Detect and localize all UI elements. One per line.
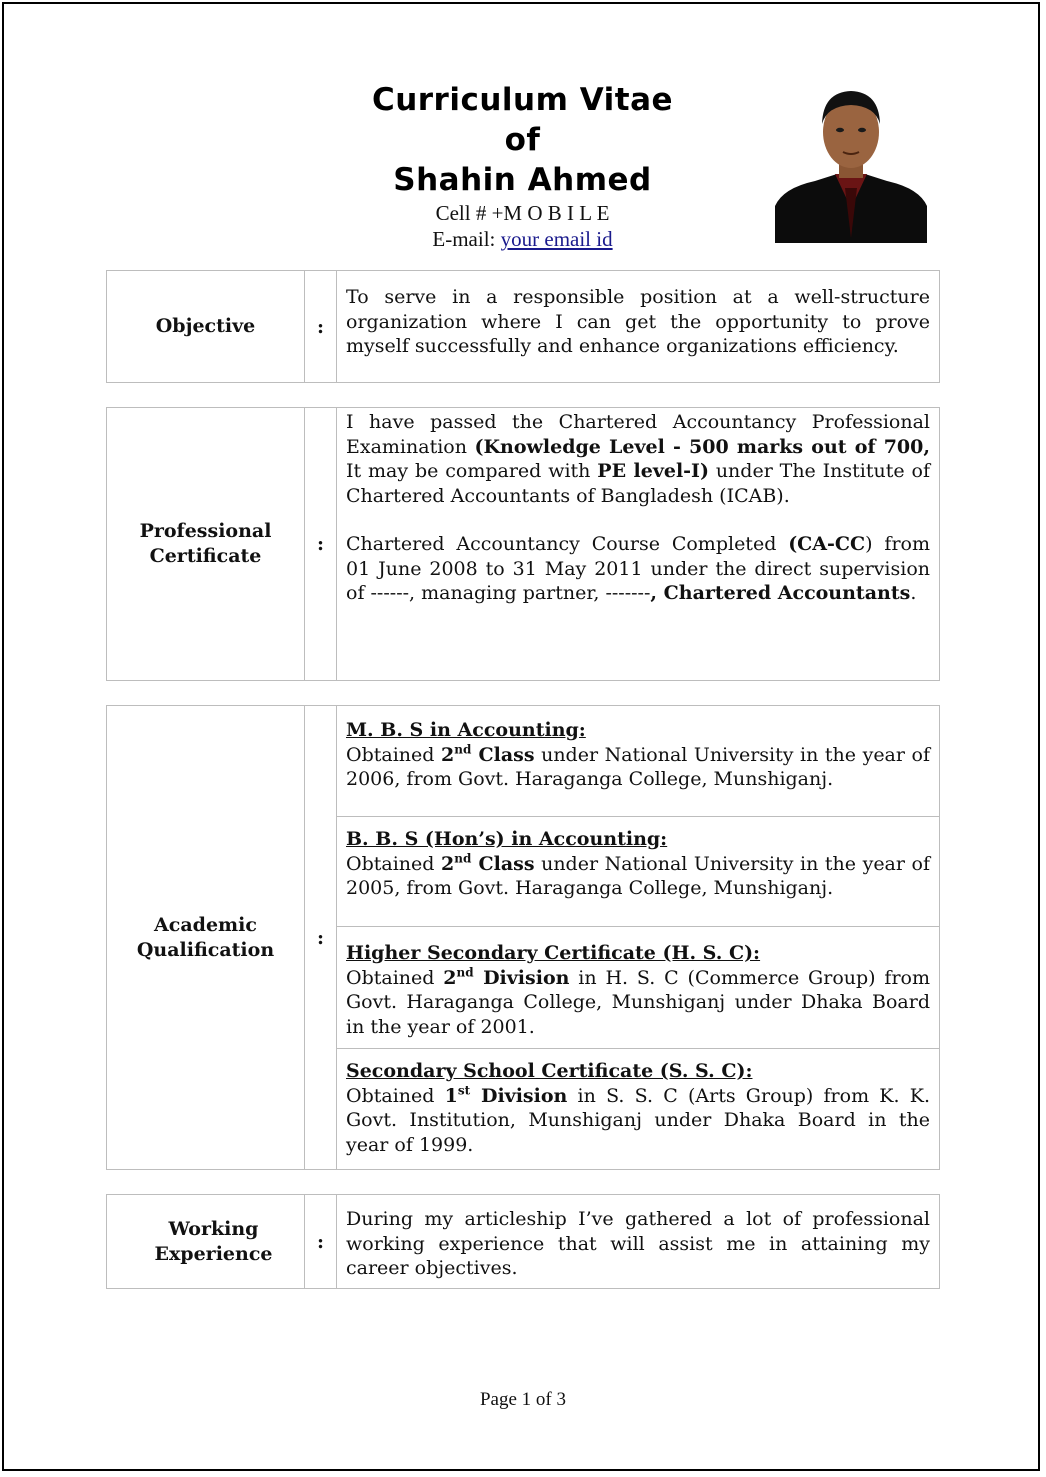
icab-text-a: I have passed the Chartered Accountancy Professional Examination	[346, 411, 930, 458]
hsc-grade-suffix: nd	[456, 965, 474, 980]
candidate-name: Shahin Ahmed	[393, 162, 652, 198]
professional-label-line2: Certificate	[149, 545, 262, 567]
cell-label: Cell #	[435, 201, 492, 225]
mbs-detail	[346, 743, 930, 792]
professional-cell	[337, 408, 939, 606]
hsc-division: Division	[473, 966, 570, 989]
icab-paragraph	[346, 410, 930, 508]
professional-section	[106, 407, 940, 681]
bbs-grade-suffix: nd	[454, 851, 472, 866]
cacc-text-e: .	[910, 582, 917, 604]
mbs-grade-suffix: nd	[454, 742, 472, 757]
professional-content	[337, 408, 939, 680]
hsc-text-d: in H. S. C (Commerce Group) from Govt. Haraganga College, Munshiganj under Dhaka Board in the year of 2001.	[346, 966, 930, 1038]
bbs-text-d: under National University in the year of 2005, from Govt. Haraganga College, Munshiganj.	[346, 852, 930, 899]
mbs-text-a: Obtained	[346, 743, 441, 766]
professional-label-line1: Professional	[139, 520, 272, 542]
objective-section	[106, 270, 940, 383]
email-line	[300, 226, 745, 252]
icab-text-bold-level: (Knowledge Level - 500 marks out of 700,	[474, 435, 930, 458]
email-link[interactable]: your email id	[500, 227, 613, 251]
portrait-image	[775, 88, 927, 243]
hsc-entry	[337, 927, 939, 1049]
profile-photo	[775, 88, 927, 243]
cell-value: +M O B I L E	[491, 201, 610, 225]
ssc-grade-suffix: st	[457, 1083, 471, 1098]
mbs-text-d: under National University in the year of 2006, from Govt. Haraganga College, Munshiganj.	[346, 743, 930, 790]
cv-title: Curriculum Vitae	[371, 82, 674, 118]
cv-header	[300, 80, 745, 252]
cacc-text-a: Chartered Accountancy Course Completed	[346, 533, 789, 555]
ssc-entry	[337, 1049, 939, 1157]
icab-text-c: It may be compared with	[346, 460, 598, 482]
working-colon: :	[305, 1195, 337, 1288]
professional-label	[107, 408, 305, 680]
academic-label-line2: Qualification	[136, 938, 275, 961]
hsc-title: Higher Secondary Certificate (H. S. C):	[346, 942, 761, 964]
academic-section	[106, 705, 940, 1170]
cv-title-of: of	[504, 122, 541, 158]
academic-colon: :	[305, 706, 337, 1169]
bbs-detail	[346, 852, 930, 901]
hsc-text-a: Obtained	[346, 966, 444, 989]
working-text: During my articleship I’ve gathered a lot of professional working experience that will assist me in attaining my career objectives.	[346, 1208, 930, 1279]
mbs-title: M. B. S in Accounting:	[346, 719, 586, 741]
objective-colon: :	[305, 271, 337, 382]
working-content	[337, 1195, 939, 1288]
ssc-grade: 1	[444, 1084, 458, 1107]
working-label	[107, 1195, 305, 1288]
bbs-entry	[337, 817, 939, 927]
academic-label	[107, 706, 305, 1169]
objective-content	[337, 271, 939, 382]
mbs-grade: 2	[440, 743, 455, 766]
professional-colon: :	[305, 408, 337, 680]
ssc-text-d: in S. S. C (Arts Group) from K. K. Govt. Institution, Munshiganj under Dhaka Board in the year of 1999.	[346, 1084, 930, 1156]
ssc-title: Secondary School Certificate (S. S. C):	[346, 1060, 753, 1082]
cacc-text-c: ) from 01 June 2008 to 31 May 2011 under the direct supervision of ------, managing partner, -------	[346, 533, 930, 604]
cacc-text-bold: (CA-CC	[788, 533, 866, 555]
bbs-class: Class	[471, 852, 535, 875]
hsc-detail	[346, 966, 930, 1040]
working-section	[106, 1194, 940, 1289]
hsc-grade: 2	[443, 966, 457, 989]
icab-text-bold-pe: PE level-I)	[597, 460, 709, 482]
page-number: Page 1 of 3	[479, 1389, 566, 1410]
mbs-class: Class	[471, 743, 535, 766]
ssc-division: Division	[470, 1084, 568, 1107]
cacc-text-bold-firm: , Chartered Accountants	[650, 582, 911, 604]
bbs-grade: 2	[440, 852, 455, 875]
bbs-text-a: Obtained	[346, 852, 441, 875]
academic-label-line1: Academic	[154, 913, 257, 936]
cell-line	[300, 200, 745, 226]
working-label-line1: Working	[168, 1217, 259, 1240]
academic-content	[337, 706, 939, 1169]
objective-label: Objective	[107, 271, 305, 382]
ssc-detail	[346, 1084, 930, 1158]
icab-text-e: under The Institute of Chartered Accountants of Bangladesh (ICAB).	[346, 460, 930, 507]
mbs-entry	[337, 706, 939, 817]
email-label: E-mail:	[432, 227, 501, 251]
ssc-text-a: Obtained	[346, 1084, 445, 1107]
cacc-paragraph	[346, 532, 930, 606]
objective-text: To serve in a responsible position at a well-structure organization where I can get the opportunity to prove myself successfully and enhance organizations efficiency.	[346, 286, 930, 357]
working-label-line2: Experience	[154, 1242, 273, 1265]
bbs-title: B. B. S (Hon’s) in Accounting:	[346, 828, 668, 850]
